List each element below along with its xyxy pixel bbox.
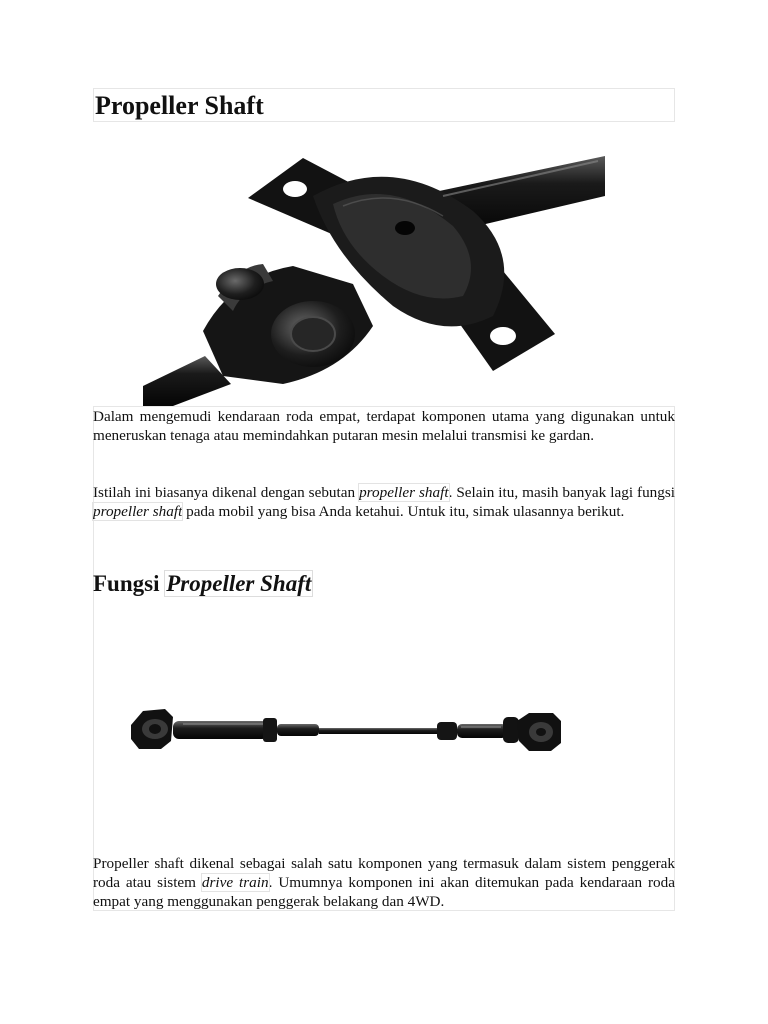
propeller-shaft-full-photo <box>93 625 675 815</box>
p2-text-start: Istilah ini biasanya dikenal dengan sebutan <box>93 484 360 501</box>
paragraph-drive-train <box>93 854 675 911</box>
p2-text-end: pada mobil yang bisa Anda ketahui. Untuk itu, simak ulasannya berikut. <box>182 503 625 520</box>
p3-text-end: . Umumnya komponen ini akan ditemukan pada kendaraan roda empat yang menggunakan penggerak belakang dan 4WD. <box>93 874 675 910</box>
section-heading-plain: Fungsi <box>93 571 166 596</box>
page-title: Propeller Shaft <box>93 88 675 122</box>
section-heading-fungsi <box>93 569 312 599</box>
propeller-shaft-bearing-photo <box>143 156 605 406</box>
term-drive-train: drive train <box>201 874 269 891</box>
section-heading-italic: Propeller Shaft <box>166 571 312 596</box>
term-propeller-shaft-1: propeller shaft <box>359 484 449 501</box>
paragraph-term <box>93 483 675 521</box>
p2-text-mid: . Selain itu, masih banyak lagi fungsi <box>448 484 675 501</box>
paragraph-intro: Dalam mengemudi kendaraan roda empat, terdapat komponen utama yang digunakan untuk meneruskan tenaga atau memindahkan putaran mesin melalui transmisi ke gardan. <box>93 408 675 444</box>
term-propeller-shaft-2: propeller shaft <box>93 503 183 520</box>
p3-text-start: Propeller shaft dikenal sebagai salah satu komponen yang termasuk dalam sistem penggerak roda atau sistem <box>93 855 675 891</box>
